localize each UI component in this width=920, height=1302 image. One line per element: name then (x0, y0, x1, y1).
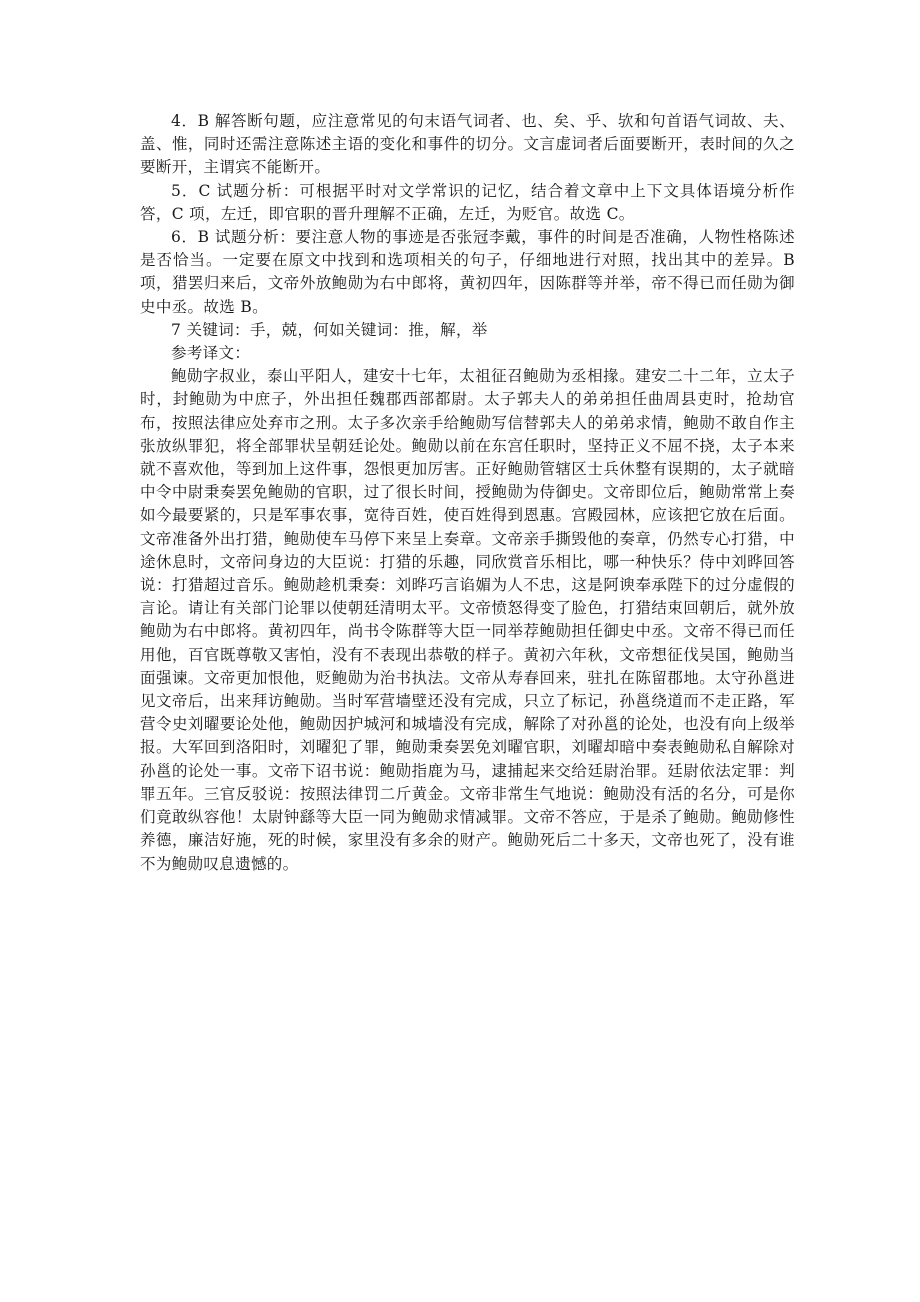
document-page (140, 110, 795, 876)
answer-paragraph-4: 4．B 解答断句题，应注意常见的句末语气词者、也、矣、乎、欤和句首语气词故、夫、盖、惟，同时还需注意陈述主语的变化和事件的切分。文言虚词者后面要断开，表时间的久之要断开，主谓宾不能断开。 (140, 112, 795, 177)
answer-paragraph-6: 6．B 试题分析：要注意人物的事迹是否张冠李戴，事件的时间是否准确，人物性格陈述是否恰当。一定要在原文中找到和选项相关的句子，仔细地进行对照，找出其中的差异。B 项，猎罢归来后，文帝外放鲍勋为右中郎将，黄初四年，因陈群等并举，帝不得已而任勋为御史中丞。故选 B。 (140, 228, 795, 316)
translation-heading: 参考译文： (171, 344, 251, 363)
answer-paragraph-5: 5．C 试题分析：可根据平时对文学常识的记忆，结合着文章中上下文具体语境分析作答，C 项，左迁，即官职的晋升理解不正确，左迁，为贬官。故选 C。 (140, 181, 795, 223)
answer-paragraph-7: 7 关键词：手，兢，何如关键词：推，解，举 (171, 320, 488, 339)
translation-body: 鲍勋字叔业，泰山平阳人，建安十七年，太祖征召鲍勋为丞相掾。建安二十二年，立太子时，封鲍勋为中庶子，外出担任魏郡西部都尉。太子郭夫人的弟弟担任曲周县吏时，抢劫官布，按照法律应处弃市之刑。太子多次亲手给鲍勋写信替郭夫人的弟弟求情，鲍勋不敢自作主张放纵罪犯，将全部罪状呈朝廷论处。鲍勋以前在东宫任职时，坚持正义不屈不挠，太子本来就不喜欢他，等到加上这件事，怨恨更加厉害。正好鲍勋管辖区士兵休整有误期的，太子就暗中令中尉秉奏罢免鲍勋的官职，过了很长时间，授鲍勋为侍御史。文帝即位后，鲍勋常常上奏如今最要紧的，只是军事农事，宽待百姓，使百姓得到恩惠。宫殿园林，应该把它放在后面。文帝准备外出打猎，鲍勋使车马停下来呈上奏章。文帝亲手撕毁他的奏章，仍然专心打猎，中途休息时，文帝问身边的大臣说：打猎的乐趣，同欣赏音乐相比，哪一种快乐？侍中刘晔回答说：打猎超过音乐。鲍勋趁机秉奏：刘晔巧言谄媚为人不忠，这是阿谀奉承陛下的过分虚假的言论。请让有关部门论罪以使朝廷清明太平。文帝愤怒得变了脸色，打猎结束回朝后，就外放鲍勋为右中郎将。黄初四年，尚书令陈群等大臣一同举荐鲍勋担任御史中丞。文帝不得已而任用他，百官既尊敬又害怕，没有不表现出恭敬的样子。黄初六年秋，文帝想征伐吴国，鲍勋当面强谏。文帝更加恨他，贬鲍勋为治书执法。文帝从寿春回来，驻扎在陈留郡地。太守孙邕进见文帝后，出来拜访鲍勋。当时军营墙壁还没有完成，只立了标记，孙邕绕道而不走正路，军营令史刘曜要论处他，鲍勋因护城河和城墙没有完成，解除了对孙邕的论处，也没有向上级举报。大军回到洛阳时，刘曜犯了罪，鲍勋秉奏罢免刘曜官职，刘曜却暗中奏表鲍勋私自解除对孙邕的论处一事。文帝下诏书说：鲍勋指鹿为马，逮捕起来交给廷尉治罪。廷尉依法定罪：判罪五年。三官反驳说：按照法律罚二斤黄金。文帝非常生气地说：鲍勋没有活的名分，可是你们竟敢纵容他！太尉钟繇等大臣一同为鲍勋求情减罪。文帝不答应，于是杀了鲍勋。鲍勋修性养德，廉洁好施，死的时候，家里没有多余的财产。鲍勋死后二十多天，文帝也死了，没有谁不为鲍勋叹息遗憾的。 (140, 367, 795, 873)
